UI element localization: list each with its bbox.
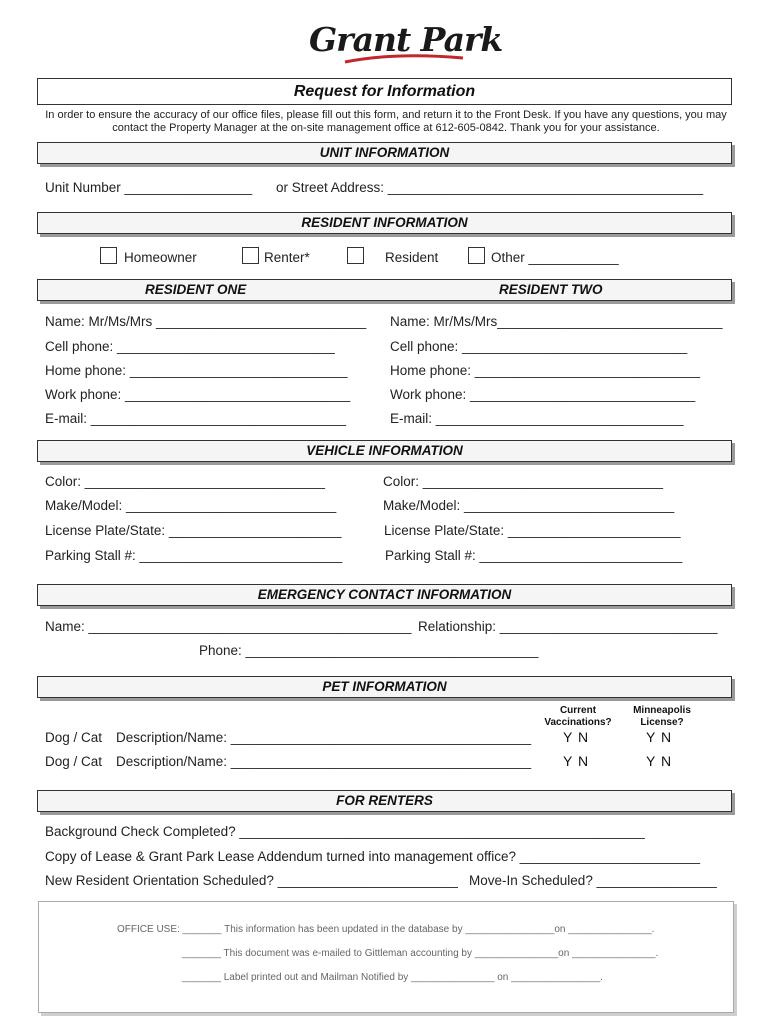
lic-label-line2: License? xyxy=(640,717,684,728)
r1-work-field[interactable]: Work phone: ______________________________ xyxy=(45,387,351,402)
resident-section-header xyxy=(37,212,732,234)
lease-copy-field[interactable]: Copy of Lease & Grant Park Lease Addendum turned into management office? ________________________ xyxy=(45,849,700,864)
v2-stall-field[interactable]: Parking Stall #: ___________________________ xyxy=(385,548,683,563)
orientation-field[interactable]: New Resident Orientation Scheduled? ________________________ xyxy=(45,873,458,888)
vehicle-header-label: VEHICLE INFORMATION xyxy=(306,443,463,458)
renter-checkbox[interactable] xyxy=(242,247,259,264)
license-column-label xyxy=(624,705,700,729)
v2-make-field[interactable]: Make/Model: ____________________________ xyxy=(383,498,675,513)
intro-text: In order to ensure the accuracy of our office files, please fill out this form, and return it to the Front Desk. If you have any questions, you may contact the Property Manager at the on-site management office at 612-605-0842. Thank you for your assistance. xyxy=(45,109,727,134)
logo-text: Grant Park xyxy=(309,20,503,59)
emergency-header-label: EMERGENCY CONTACT INFORMATION xyxy=(257,587,512,602)
resident-two-label: RESIDENT TWO xyxy=(499,282,603,297)
emergency-relationship-field[interactable]: Relationship: _____________________________ xyxy=(418,619,718,634)
other-field[interactable]: Other ____________ xyxy=(491,250,619,265)
emergency-phone-field[interactable]: Phone: _______________________________________ xyxy=(199,643,539,658)
r1-email-field[interactable]: E-mail: __________________________________ xyxy=(45,411,347,426)
office-label-line[interactable]: _______ Label printed out and Mailman Notified by _______________ on ________________. xyxy=(182,972,603,983)
form-title: Request for Information xyxy=(37,78,732,105)
v1-plate-field[interactable]: License Plate/State: _______________________ xyxy=(45,523,342,538)
r2-work-field[interactable]: Work phone: ______________________________ xyxy=(390,387,696,402)
r2-home-field[interactable]: Home phone: ______________________________ xyxy=(390,363,701,378)
background-check-field[interactable]: Background Check Completed? ______________________________________________________ xyxy=(45,824,645,839)
vacc-label-line2: Vaccinations? xyxy=(544,717,612,728)
pet1-type-label[interactable]: Dog / Cat xyxy=(45,730,103,745)
office-use-box xyxy=(38,901,734,1013)
pet2-type-label[interactable]: Dog / Cat xyxy=(45,754,103,769)
vaccinations-column-label xyxy=(540,705,616,729)
r2-email-field[interactable]: E-mail: _________________________________ xyxy=(390,411,684,426)
unit-section-header xyxy=(37,142,732,164)
v1-make-field[interactable]: Make/Model: ____________________________ xyxy=(45,498,337,513)
r1-cell-field[interactable]: Cell phone: _____________________________ xyxy=(45,339,335,354)
grant-park-logo xyxy=(305,18,503,68)
emergency-section-header xyxy=(37,584,732,606)
lic-label-line1: Minneapolis xyxy=(633,705,691,716)
resident-label: Resident xyxy=(385,250,439,265)
v1-color-field[interactable]: Color: ________________________________ xyxy=(45,474,326,489)
pet1-vaccination-yn[interactable]: Y N xyxy=(563,729,590,745)
pet2-description-field[interactable]: Description/Name: ________________________________________ xyxy=(116,754,532,769)
move-in-field[interactable]: Move-In Scheduled? ________________ xyxy=(469,873,717,888)
street-address-field[interactable]: or Street Address: __________________________________________ xyxy=(276,180,704,195)
homeowner-checkbox[interactable] xyxy=(100,247,117,264)
r2-cell-field[interactable]: Cell phone: ______________________________ xyxy=(390,339,688,354)
r2-name-field[interactable]: Name: Mr/Ms/Mrs______________________________ xyxy=(390,314,723,329)
resident-header-label: RESIDENT INFORMATION xyxy=(301,215,468,230)
vacc-label-line1: Current xyxy=(559,705,597,716)
r1-name-field[interactable]: Name: Mr/Ms/Mrs ____________________________ xyxy=(45,314,367,329)
unit-header-label: UNIT INFORMATION xyxy=(319,145,450,160)
resident-one-label: RESIDENT ONE xyxy=(145,282,247,297)
v1-stall-field[interactable]: Parking Stall #: ___________________________ xyxy=(45,548,343,563)
vehicle-section-header xyxy=(37,440,732,462)
v2-plate-field[interactable]: License Plate/State: _______________________ xyxy=(384,523,681,538)
homeowner-label: Homeowner xyxy=(124,250,197,265)
resident-checkbox[interactable] xyxy=(347,247,364,264)
renter-label: Renter* xyxy=(264,250,310,265)
emergency-name-field[interactable]: Name: ___________________________________________ xyxy=(45,619,412,634)
office-db-line[interactable]: OFFICE USE: _______ This information has been updated in the database by ________________on _______________. xyxy=(117,924,655,935)
office-email-line[interactable]: _______ This document was e-mailed to Gittleman accounting by _______________on _______________. xyxy=(182,948,659,959)
renters-section-header xyxy=(37,790,732,812)
pet-header-label: PET INFORMATION xyxy=(322,679,447,694)
renters-header-label: FOR RENTERS xyxy=(336,793,433,808)
pet1-description-field[interactable]: Description/Name: ________________________________________ xyxy=(116,730,532,745)
other-checkbox[interactable] xyxy=(468,247,485,264)
pet2-vaccination-yn[interactable]: Y N xyxy=(563,753,590,769)
v2-color-field[interactable]: Color: ________________________________ xyxy=(383,474,664,489)
unit-number-field[interactable]: Unit Number _________________ xyxy=(45,180,253,195)
resident-columns-header xyxy=(37,279,732,301)
r1-home-field[interactable]: Home phone: _____________________________ xyxy=(45,363,348,378)
pet1-license-yn[interactable]: Y N xyxy=(646,729,673,745)
pet-section-header xyxy=(37,676,732,698)
pet2-license-yn[interactable]: Y N xyxy=(646,753,673,769)
